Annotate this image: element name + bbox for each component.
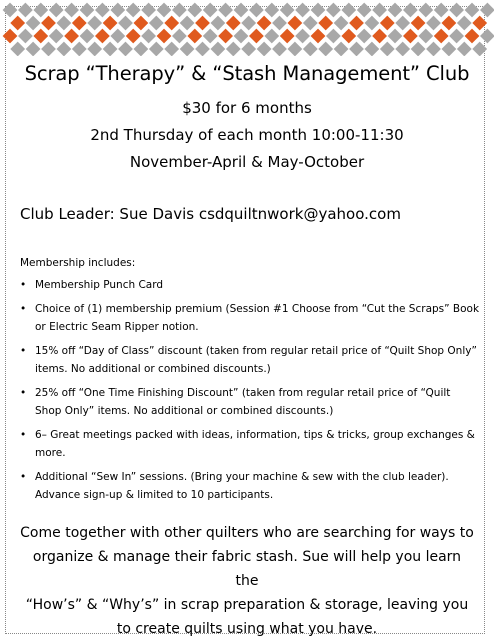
diamond-shape — [457, 16, 472, 31]
diamond-shape — [264, 3, 279, 18]
diamond-shape — [157, 3, 172, 18]
diamond-border-pattern — [0, 0, 494, 56]
diamond-shape — [334, 16, 349, 31]
diamond-shape — [357, 29, 372, 44]
bullet-icon: • — [20, 279, 27, 291]
diamond-shape — [110, 29, 125, 44]
diamond-shape — [395, 42, 410, 56]
diamond-shape — [134, 16, 149, 31]
diamond-shape — [195, 42, 210, 56]
bullet-icon: • — [20, 471, 27, 483]
diamond-shape — [241, 42, 256, 56]
diamond-shape — [241, 16, 256, 31]
closing-line: Come together with other quilters who are searching for ways to — [20, 525, 474, 541]
diamond-shape — [426, 42, 441, 56]
diamond-shape — [126, 3, 141, 18]
list-item: • 15% off “Day of Class” discount (taken from regular retail price of “Quilt Shop Only” items. No additional or combined discounts.) — [20, 342, 480, 378]
diamond-shape — [80, 29, 95, 44]
diamond-shape — [87, 42, 102, 56]
diamond-shape — [203, 29, 218, 44]
diamond-shape — [472, 16, 487, 31]
diamond-shape — [480, 29, 494, 44]
diamond-shape — [141, 3, 156, 18]
diamond-shape — [349, 16, 364, 31]
diamond-shape — [249, 3, 264, 18]
diamond-shape — [418, 29, 433, 44]
diamond-shape — [218, 3, 233, 18]
list-item: • 25% off “One Time Finishing Discount” (taken from regular retail price of “Quilt Shop Only” items. No additional or combined discounts.) — [20, 384, 480, 420]
diamond-shape — [164, 16, 179, 31]
diamond-shape — [134, 42, 149, 56]
diamond-shape — [295, 3, 310, 18]
diamond-shape — [26, 42, 41, 56]
diamond-shape — [18, 29, 33, 44]
diamond-shape — [26, 16, 41, 31]
diamond-shape — [280, 29, 295, 44]
diamond-shape — [372, 3, 387, 18]
diamond-shape — [10, 16, 25, 31]
diamond-shape — [95, 29, 110, 44]
diamond-shape — [49, 3, 64, 18]
schedule-line: 2nd Thursday of each month 10:00-11:30 — [90, 126, 404, 144]
diamond-shape — [157, 29, 172, 44]
diamond-shape — [442, 16, 457, 31]
diamond-shape — [234, 3, 249, 18]
diamond-shape — [403, 3, 418, 18]
diamond-shape — [211, 16, 226, 31]
diamond-shape — [288, 42, 303, 56]
diamond-shape — [64, 3, 79, 18]
closing-line: to create quilts using what you have. — [116, 621, 378, 637]
diamond-shape — [264, 29, 279, 44]
diamond-shape — [3, 29, 18, 44]
months-line: November-April & May-October — [129, 153, 365, 171]
list-item: • Membership Punch Card — [20, 276, 480, 294]
diamond-shape — [311, 29, 326, 44]
diamond-shape — [280, 3, 295, 18]
diamond-shape — [403, 29, 418, 44]
bullet-icon: • — [20, 387, 27, 399]
closing-paragraph — [20, 521, 474, 641]
diamond-shape — [57, 16, 72, 31]
diamond-shape — [187, 29, 202, 44]
diamond-shape — [72, 16, 87, 31]
diamond-shape — [180, 42, 195, 56]
diamond-shape — [334, 42, 349, 56]
diamond-shape — [465, 3, 480, 18]
diamond-shape — [380, 42, 395, 56]
bullet-icon: • — [20, 303, 27, 315]
diamond-shape — [18, 3, 33, 18]
diamond-shape — [103, 42, 118, 56]
diamond-shape — [33, 3, 48, 18]
diamond-shape — [372, 29, 387, 44]
diamond-shape — [426, 16, 441, 31]
bullet-icon: • — [20, 429, 27, 441]
diamond-shape — [195, 16, 210, 31]
closing-line: “How’s” & “Why’s” in scrap preparation & storage, leaving you — [25, 597, 469, 613]
diamond-shape — [318, 42, 333, 56]
diamond-shape — [218, 29, 233, 44]
diamond-shape — [180, 16, 195, 31]
closing-line: organize & manage their fabric stash. Sue will help you learn the — [32, 549, 462, 589]
diamond-shape — [357, 3, 372, 18]
diamond-shape — [164, 42, 179, 56]
diamond-shape — [149, 42, 164, 56]
diamond-shape — [211, 42, 226, 56]
bullet-icon: • — [20, 345, 27, 357]
diamond-shape — [118, 16, 133, 31]
diamond-shape — [472, 42, 487, 56]
diamond-shape — [295, 29, 310, 44]
diamond-shape — [226, 42, 241, 56]
diamond-shape — [341, 29, 356, 44]
diamond-shape — [103, 16, 118, 31]
diamond-shape — [411, 16, 426, 31]
diamond-shape — [72, 42, 87, 56]
diamond-shape — [49, 29, 64, 44]
diamond-shape — [257, 42, 272, 56]
diamond-shape — [395, 16, 410, 31]
diamond-shape — [388, 3, 403, 18]
diamond-shape — [465, 29, 480, 44]
diamond-shape — [234, 29, 249, 44]
diamond-shape — [326, 29, 341, 44]
diamond-shape — [411, 42, 426, 56]
diamond-shape — [203, 3, 218, 18]
diamond-shape — [118, 42, 133, 56]
diamond-shape — [341, 3, 356, 18]
diamond-shape — [418, 3, 433, 18]
diamond-shape — [457, 42, 472, 56]
diamond-shape — [33, 29, 48, 44]
diamond-shape — [365, 16, 380, 31]
diamond-shape — [172, 29, 187, 44]
diamond-shape — [318, 16, 333, 31]
diamond-shape — [257, 16, 272, 31]
club-leader-line: Club Leader: Sue Davis csdquiltnwork@yahoo.com — [20, 205, 401, 223]
diamond-shape — [226, 16, 241, 31]
diamond-shape — [380, 16, 395, 31]
diamond-shape — [141, 29, 156, 44]
diamond-shape — [434, 29, 449, 44]
diamond-shape — [41, 42, 56, 56]
list-item: • 6– Great meetings packed with ideas, information, tips & tricks, group exchanges & more. — [20, 426, 480, 462]
diamond-shape — [272, 42, 287, 56]
page-title: Scrap “Therapy” & “Stash Management” Club — [24, 62, 470, 85]
diamond-shape — [442, 42, 457, 56]
diamond-shape — [10, 42, 25, 56]
diamond-shape — [272, 16, 287, 31]
diamond-shape — [326, 3, 341, 18]
diamond-shape — [80, 3, 95, 18]
diamond-shape — [480, 3, 494, 18]
membership-list — [20, 276, 480, 510]
diamond-shape — [3, 3, 18, 18]
diamond-shape — [449, 29, 464, 44]
membership-label: Membership includes: — [20, 257, 136, 269]
diamond-shape — [288, 16, 303, 31]
diamond-shape — [126, 29, 141, 44]
list-item: • Additional “Sew In” sessions. (Bring your machine & sew with the club leader). Advance sign-up & limited to 10 participants. — [20, 468, 480, 504]
diamond-shape — [57, 42, 72, 56]
price-line: $30 for 6 months — [182, 99, 312, 117]
diamond-shape — [303, 16, 318, 31]
diamond-shape — [388, 29, 403, 44]
diamond-shape — [311, 3, 326, 18]
diamond-shape — [303, 42, 318, 56]
diamond-shape — [449, 3, 464, 18]
diamond-shape — [349, 42, 364, 56]
diamond-shape — [95, 3, 110, 18]
diamond-shape — [87, 16, 102, 31]
diamond-shape — [149, 16, 164, 31]
diamond-shape — [434, 3, 449, 18]
diamond-shape — [187, 3, 202, 18]
diamond-shape — [172, 3, 187, 18]
diamond-shape — [41, 16, 56, 31]
list-item: • Choice of (1) membership premium (Session #1 Choose from “Cut the Scraps” Book or Electric Seam Ripper notion. — [20, 300, 480, 336]
diamond-shape — [249, 29, 264, 44]
diamond-shape — [110, 3, 125, 18]
diamond-shape — [64, 29, 79, 44]
diamond-shape — [365, 42, 380, 56]
